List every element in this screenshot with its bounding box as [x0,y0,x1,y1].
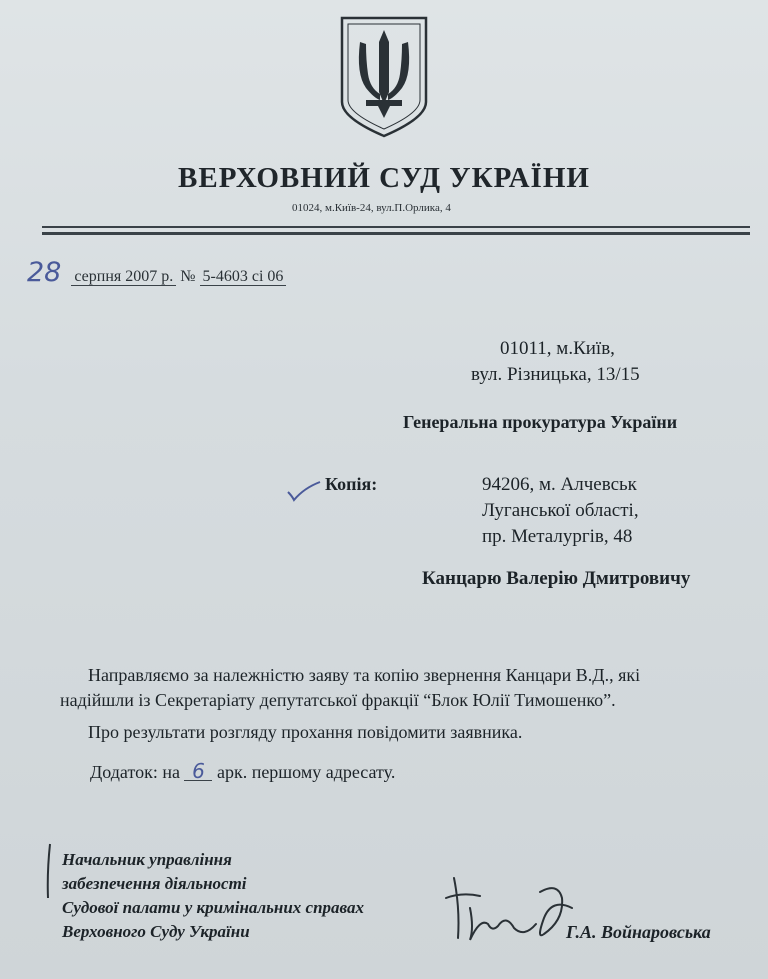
copy-label: Копія: [325,474,378,494]
court-address: 01024, м.Київ-24, вул.П.Орлика, 4 [292,202,451,214]
number-sign: № [180,268,196,285]
handwritten-day: 28 [27,257,62,288]
recipient-address-line1: 01011, м.Київ, [500,338,615,359]
copy-address-line2: Луганської області, [482,500,639,521]
copy-address-line3: пр. Металургів, 48 [482,526,633,547]
signer-name: Г.А. Войнаровська [566,922,711,942]
header-rule-thick [42,232,750,235]
signatory-line4: Верховного Суду України [62,922,250,941]
signatory-line2: забезпечення діяльності [62,874,247,893]
handwritten-signature [440,868,580,948]
body-paragraph2: Про результати розгляду прохання повідомити заявника. [88,722,523,742]
attachment-pages: 6 [184,762,212,781]
registration-line [27,257,286,288]
checkmark-icon [286,480,322,502]
header-rule-thin [42,226,750,228]
attachment-line [90,759,396,783]
body-paragraph1-line2: надійшли із Секретаріату депутатської фракції “Блок Юлії Тимошенко”. [60,690,616,710]
body-paragraph1-line1: Направляємо за належністю заяву та копію звернення Канцари В.Д., які [88,665,641,685]
margin-mark-icon [46,842,52,900]
registration-date: серпня 2007 р. [71,268,176,286]
attachment-suffix: арк. першому адресату. [216,762,396,782]
recipient-address-line2: вул. Різницька, 13/15 [471,364,640,385]
copy-recipient-name: Канцарю Валерію Дмитровичу [422,568,691,589]
signatory-line3: Судової палати у кримінальних справах [62,898,365,917]
attachment-prefix: Додаток: на [90,762,180,782]
recipient-organization: Генеральна прокуратура України [403,412,678,432]
court-name: ВЕРХОВНИЙ СУД УКРАЇНИ [178,162,590,194]
signatory-title [62,848,364,944]
signatory-line1: Начальник управління [62,850,232,869]
trident-emblem-icon [336,14,432,140]
copy-address-line1: 94206, м. Алчевськ [482,474,637,495]
registration-number: 5-4603 сі 06 [200,268,287,286]
